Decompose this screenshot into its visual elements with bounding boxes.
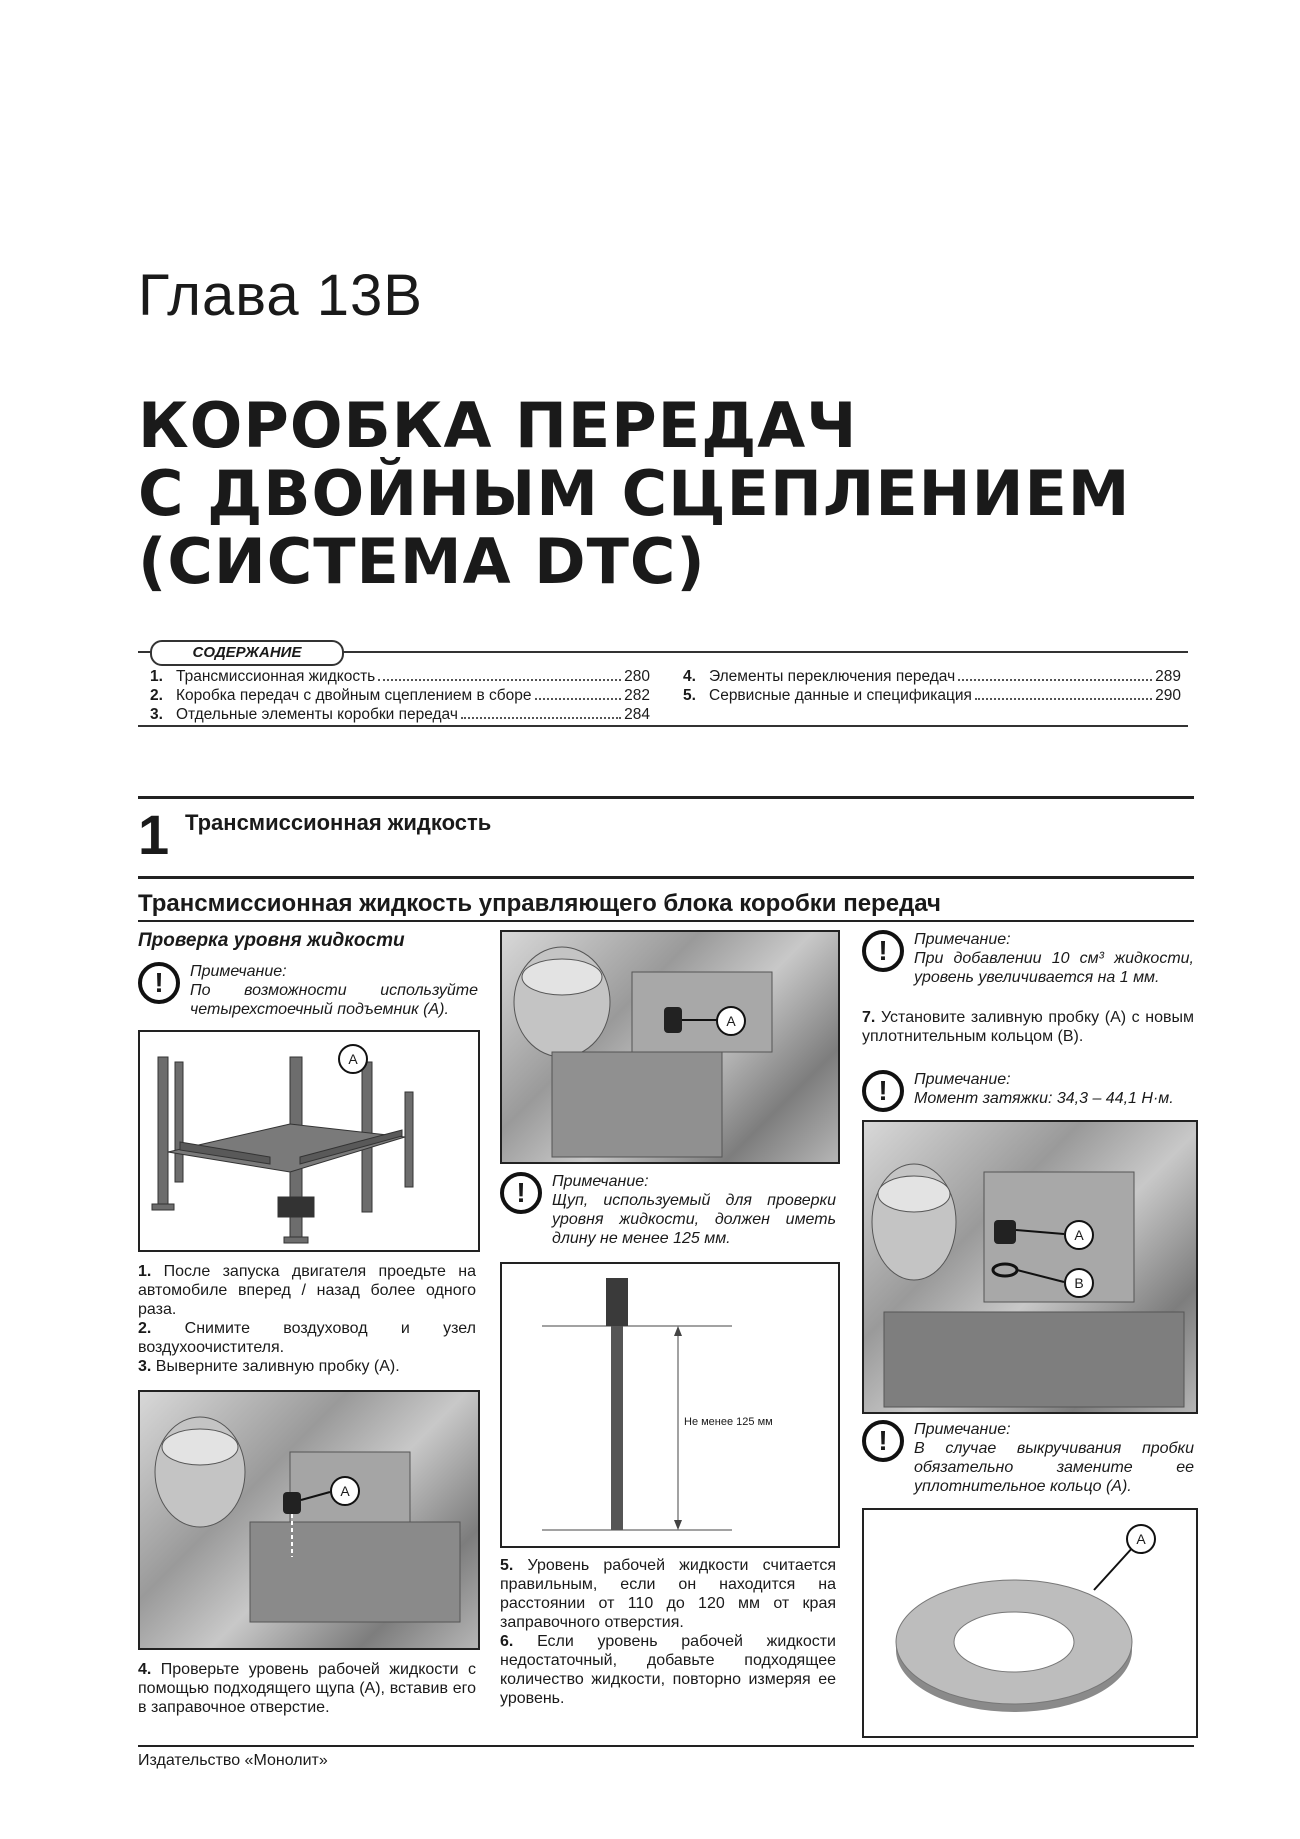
column-heading: Проверка уровня жидкости: [138, 930, 405, 951]
step: 6. Если уровень рабочей жидкости недостаточный, добавьте подходящее количество жидкости, повторно измеряя ее уровень.: [500, 1633, 836, 1707]
toc-item[interactable]: 3. Отдельные элементы коробки передач 284: [150, 706, 650, 723]
seal-ring-figure: [862, 1508, 1198, 1738]
transmission-photo: [502, 932, 838, 1162]
step-7: 7. Установите заливную пробку (А) с новым уплотнительным кольцом (В).: [862, 1009, 1195, 1045]
transmission-photo: [864, 1122, 1196, 1412]
toc-item[interactable]: 1. Трансмиссионная жидкость 280: [150, 668, 650, 685]
steps-5-6: [500, 1556, 836, 1708]
callout-a: A: [330, 1476, 360, 1506]
chapter-label: Глава 13В: [138, 263, 423, 328]
steps-1-3: [138, 1262, 476, 1376]
callout-b: B: [1064, 1268, 1094, 1298]
step: 3. Выверните заливную пробку (А).: [138, 1358, 400, 1375]
dipstick-diagram: [502, 1264, 838, 1546]
exclamation-icon: !: [138, 962, 180, 1004]
note-lift: ! Примечание: По возможности используйте четырехстоечный подъемник (А).: [138, 962, 478, 1019]
toc-right-column: [683, 667, 1181, 705]
title-line-1: КОРОБКА ПЕРЕДАЧ: [138, 389, 858, 462]
callout-a: A: [716, 1006, 746, 1036]
section-rule-bottom: [138, 876, 1194, 879]
four-post-lift-illustration: [140, 1032, 478, 1250]
callout-a: A: [338, 1044, 368, 1074]
transmission-photo: [140, 1392, 478, 1648]
exclamation-icon: !: [862, 930, 904, 972]
step: 2. Снимите воздуховод и узел воздухоочистителя.: [138, 1320, 476, 1356]
step-4: 4. Проверьте уровень рабочей жидкости с помощью подходящего щупа (А), вставив его в заправочное отверстие.: [138, 1661, 476, 1716]
publisher-footer: Издательство «Монолит»: [138, 1752, 328, 1769]
page-title: [138, 389, 1131, 598]
lift-figure: [138, 1030, 480, 1252]
toc-left-column: [150, 667, 650, 724]
note-torque: ! Примечание: Момент затяжки: 34,3 – 44,1 Н·м.: [862, 1070, 1194, 1112]
footer-rule: [138, 1745, 1194, 1747]
length-label: Не менее 125 мм: [684, 1416, 773, 1428]
section-number: 1: [138, 803, 170, 866]
subsection-rule: [138, 920, 1194, 922]
toc-item[interactable]: 2. Коробка передач с двойным сцеплением в сборе 282: [150, 687, 650, 704]
toc-label: СОДЕРЖАНИЕ: [150, 640, 344, 666]
step: 5. Уровень рабочей жидкости считается правильным, если он находится на расстоянии от 110 до 120 мм от края заправочного отверстия.: [500, 1557, 836, 1631]
note-volume: ! Примечание: При добавлении 10 см³ жидкости, уровень увеличивается на 1 мм.: [862, 930, 1194, 987]
subsection-title: Трансмиссионная жидкость управляющего блока коробки передач: [138, 890, 941, 917]
title-line-3: (СИСТЕМА DTC): [138, 525, 706, 598]
section-rule-top: [138, 796, 1194, 799]
exclamation-icon: !: [862, 1420, 904, 1462]
exclamation-icon: !: [500, 1172, 542, 1214]
plug-install-photo: [862, 1120, 1198, 1414]
toc-item[interactable]: 4. Элементы переключения передач 289: [683, 668, 1181, 685]
note-seal: ! Примечание: В случае выкручивания пробки обязательно замените ее уплотнительное кольцо (А).: [862, 1420, 1194, 1496]
note-dipstick: ! Примечание: Щуп, используемый для проверки уровня жидкости, должен иметь длину не менее 125 мм.: [500, 1172, 836, 1248]
toc-item[interactable]: 5. Сервисные данные и спецификация 290: [683, 687, 1181, 704]
callout-a: A: [1126, 1524, 1156, 1554]
step: 1. После запуска двигателя проедьте на автомобиле вперед / назад более одного раза.: [138, 1263, 476, 1318]
filler-plug-photo: [138, 1390, 480, 1650]
title-line-2: С ДВОЙНЫМ СЦЕПЛЕНИЕМ: [138, 457, 1131, 530]
exclamation-icon: !: [862, 1070, 904, 1112]
plug-removed-photo: [500, 930, 840, 1164]
section-title: Трансмиссионная жидкость: [185, 810, 492, 835]
dipstick-figure: [500, 1262, 840, 1548]
callout-a: A: [1064, 1220, 1094, 1250]
